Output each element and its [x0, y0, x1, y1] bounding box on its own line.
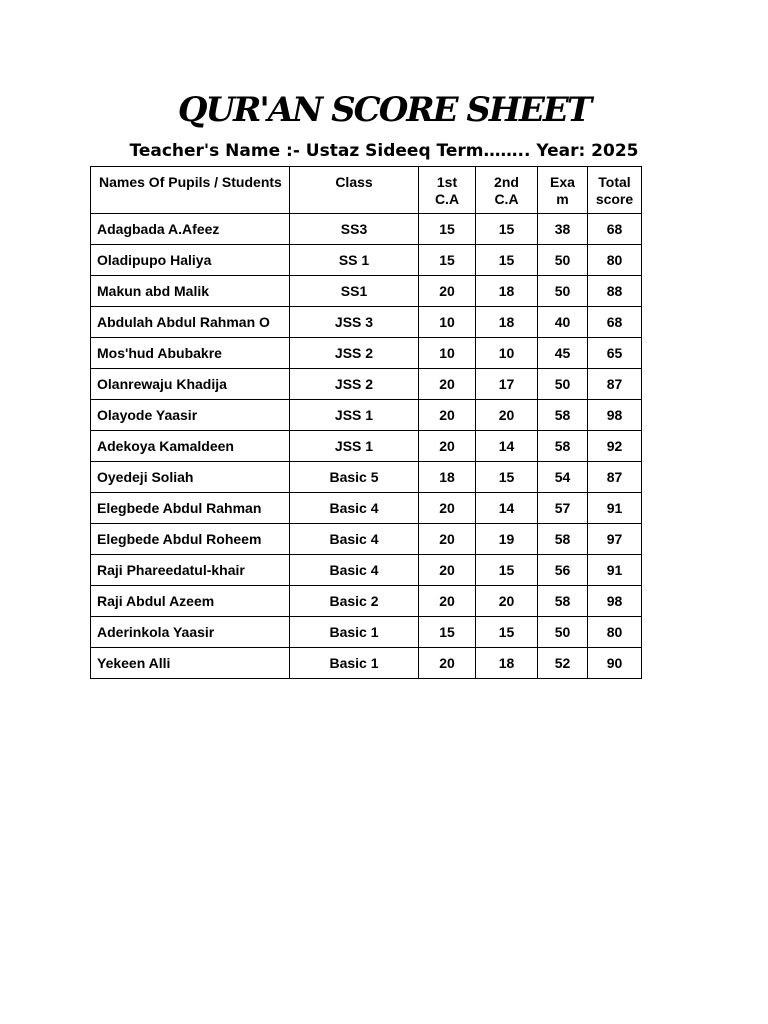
header-exam — [538, 167, 588, 214]
class-cell: JSS 1 — [290, 431, 419, 462]
ca1-cell: 20 — [419, 400, 476, 431]
ca2-cell: 19 — [476, 524, 538, 555]
table-row — [91, 276, 642, 307]
exam-cell: 50 — [538, 245, 588, 276]
class-cell: Basic 2 — [290, 586, 419, 617]
ca1-cell: 18 — [419, 462, 476, 493]
table-row — [91, 400, 642, 431]
class-cell: Basic 1 — [290, 648, 419, 679]
ca1-cell: 20 — [419, 369, 476, 400]
exam-cell: 50 — [538, 617, 588, 648]
ca2-cell: 20 — [476, 586, 538, 617]
student-name-cell: Adagbada A.Afeez — [91, 214, 290, 245]
ca1-cell: 20 — [419, 586, 476, 617]
class-cell: Basic 4 — [290, 524, 419, 555]
student-name-cell: Oladipupo Haliya — [91, 245, 290, 276]
ca2-cell: 14 — [476, 493, 538, 524]
header-row — [91, 167, 642, 214]
table-row — [91, 431, 642, 462]
student-name-cell: Aderinkola Yaasir — [91, 617, 290, 648]
ca2-cell: 18 — [476, 648, 538, 679]
ca2-cell: 15 — [476, 214, 538, 245]
header-ca2-line1: 2nd — [494, 174, 519, 190]
table-row — [91, 617, 642, 648]
exam-cell: 57 — [538, 493, 588, 524]
total-score-cell: 91 — [588, 493, 642, 524]
ca2-cell: 15 — [476, 245, 538, 276]
score-table — [90, 166, 642, 679]
class-cell: JSS 1 — [290, 400, 419, 431]
table-row — [91, 586, 642, 617]
total-score-cell: 87 — [588, 369, 642, 400]
exam-cell: 40 — [538, 307, 588, 338]
exam-cell: 38 — [538, 214, 588, 245]
total-score-cell: 80 — [588, 617, 642, 648]
sheet-subtitle: Teacher's Name :- Ustaz Sideeq Term…….. Year: 2025 — [129, 141, 639, 161]
class-cell: Basic 5 — [290, 462, 419, 493]
exam-cell: 45 — [538, 338, 588, 369]
ca1-cell: 10 — [419, 307, 476, 338]
total-score-cell: 68 — [588, 214, 642, 245]
class-cell: Basic 4 — [290, 555, 419, 586]
exam-cell: 58 — [538, 431, 588, 462]
exam-cell: 50 — [538, 369, 588, 400]
class-cell: Basic 1 — [290, 617, 419, 648]
header-ca1 — [419, 167, 476, 214]
header-class-label: Class — [335, 174, 373, 190]
total-score-cell: 97 — [588, 524, 642, 555]
score-table-header — [91, 167, 642, 214]
ca1-cell: 20 — [419, 555, 476, 586]
ca2-cell: 15 — [476, 555, 538, 586]
student-name-cell: Oyedeji Soliah — [91, 462, 290, 493]
exam-cell: 56 — [538, 555, 588, 586]
header-ca2 — [476, 167, 538, 214]
ca2-cell: 20 — [476, 400, 538, 431]
total-score-cell: 80 — [588, 245, 642, 276]
header-ca1-line1: 1st — [436, 174, 458, 190]
exam-cell: 50 — [538, 276, 588, 307]
class-cell: SS3 — [290, 214, 419, 245]
ca2-cell: 10 — [476, 338, 538, 369]
student-name-cell: Yekeen Alli — [91, 648, 290, 679]
header-total-line1: Total — [598, 174, 631, 190]
table-row — [91, 214, 642, 245]
table-row — [91, 555, 642, 586]
ca1-cell: 10 — [419, 338, 476, 369]
header-name-label: Names Of Pupils / Students — [99, 174, 282, 190]
total-score-cell: 91 — [588, 555, 642, 586]
student-name-cell: Adekoya Kamaldeen — [91, 431, 290, 462]
table-row — [91, 245, 642, 276]
header-exam-line1: Exa — [550, 174, 575, 190]
total-score-cell: 65 — [588, 338, 642, 369]
sheet-title: QUR'AN SCORE SHEET — [177, 90, 591, 130]
header-ca2-line2: C.A — [494, 191, 519, 207]
class-cell: JSS 2 — [290, 338, 419, 369]
ca2-cell: 15 — [476, 462, 538, 493]
ca2-cell: 15 — [476, 617, 538, 648]
ca1-cell: 20 — [419, 276, 476, 307]
student-name-cell: Olanrewaju Khadija — [91, 369, 290, 400]
header-total-line2: score — [595, 191, 634, 207]
table-row — [91, 648, 642, 679]
header-class — [290, 167, 419, 214]
exam-cell: 58 — [538, 524, 588, 555]
ca2-cell: 18 — [476, 276, 538, 307]
header-total — [588, 167, 642, 214]
ca1-cell: 20 — [419, 648, 476, 679]
ca1-cell: 20 — [419, 493, 476, 524]
total-score-cell: 88 — [588, 276, 642, 307]
total-score-cell: 68 — [588, 307, 642, 338]
exam-cell: 58 — [538, 400, 588, 431]
ca1-cell: 15 — [419, 617, 476, 648]
ca1-cell: 15 — [419, 214, 476, 245]
student-name-cell: Elegbede Abdul Rahman — [91, 493, 290, 524]
table-row — [91, 369, 642, 400]
score-table-body — [91, 214, 642, 679]
table-row — [91, 462, 642, 493]
ca1-cell: 20 — [419, 524, 476, 555]
total-score-cell: 87 — [588, 462, 642, 493]
ca2-cell: 17 — [476, 369, 538, 400]
student-name-cell: Olayode Yaasir — [91, 400, 290, 431]
total-score-cell: 98 — [588, 400, 642, 431]
header-exam-line2: m — [556, 191, 569, 207]
class-cell: JSS 2 — [290, 369, 419, 400]
header-ca1-line2: C.A — [434, 191, 460, 207]
ca2-cell: 18 — [476, 307, 538, 338]
class-cell: SS1 — [290, 276, 419, 307]
exam-cell: 54 — [538, 462, 588, 493]
ca2-cell: 14 — [476, 431, 538, 462]
table-row — [91, 338, 642, 369]
total-score-cell: 92 — [588, 431, 642, 462]
student-name-cell: Raji Abdul Azeem — [91, 586, 290, 617]
student-name-cell: Abdulah Abdul Rahman O — [91, 307, 290, 338]
exam-cell: 58 — [538, 586, 588, 617]
student-name-cell: Makun abd Malik — [91, 276, 290, 307]
student-name-cell: Raji Phareedatul-khair — [91, 555, 290, 586]
ca1-cell: 15 — [419, 245, 476, 276]
class-cell: SS 1 — [290, 245, 419, 276]
table-row — [91, 493, 642, 524]
table-row — [91, 307, 642, 338]
total-score-cell: 90 — [588, 648, 642, 679]
table-row — [91, 524, 642, 555]
total-score-cell: 98 — [588, 586, 642, 617]
exam-cell: 52 — [538, 648, 588, 679]
class-cell: Basic 4 — [290, 493, 419, 524]
ca1-cell: 20 — [419, 431, 476, 462]
student-name-cell: Mos'hud Abubakre — [91, 338, 290, 369]
class-cell: JSS 3 — [290, 307, 419, 338]
student-name-cell: Elegbede Abdul Roheem — [91, 524, 290, 555]
header-name — [91, 167, 290, 214]
